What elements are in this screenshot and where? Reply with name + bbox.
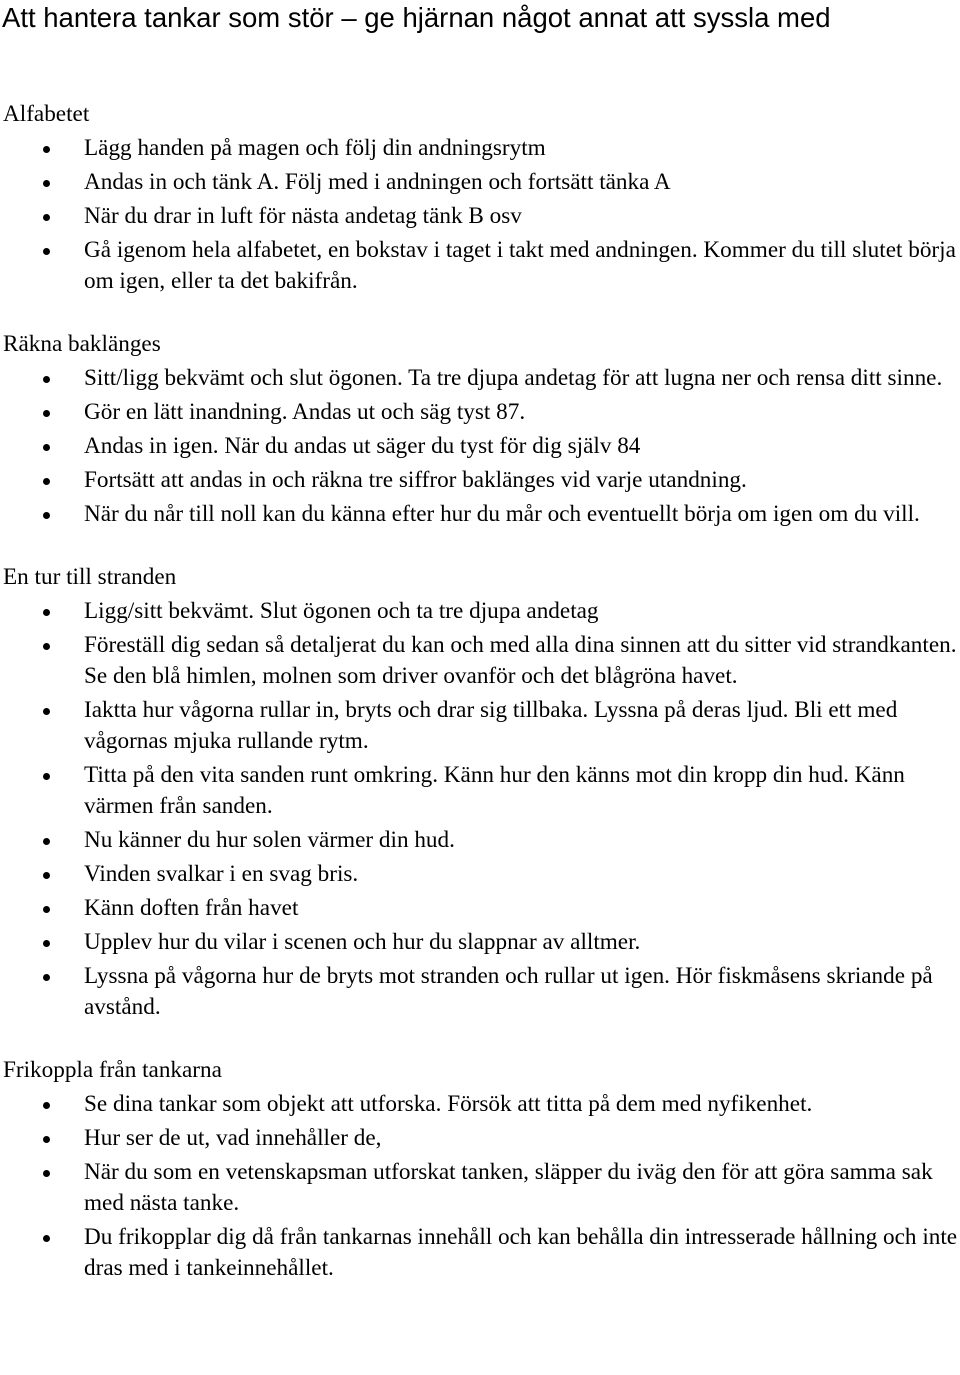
list-item (0, 499, 960, 530)
list-item (0, 465, 960, 496)
list-item-text: Sitt/ligg bekvämt och slut ögonen. Ta tre djupa andetag för att lugna ner och rensa ditt sinne. (84, 365, 943, 391)
list-item (0, 133, 960, 164)
list-item (0, 1123, 960, 1154)
list-item-text: Lägg handen på magen och följ din andningsrytm (84, 135, 546, 161)
list-item (0, 859, 960, 890)
section-heading: En tur till stranden (3, 564, 177, 590)
page-title: Att hantera tankar som stör – ge hjärnan något annat att syssla med (2, 2, 831, 33)
list-item (0, 431, 960, 462)
list-item-text: Känn doften från havet (84, 895, 299, 921)
list-item (0, 1157, 960, 1219)
bullet-list (0, 596, 960, 1023)
list-item (0, 760, 960, 822)
list-item-text: Lyssna på vågorna hur de bryts mot stranden och rullar ut igen. Hör fiskmåsens skriande på avstånd. (84, 963, 933, 1020)
bullet-list (0, 1089, 960, 1284)
section-rakna-baklanges (0, 328, 960, 530)
list-item (0, 825, 960, 856)
list-item-text: Hur ser de ut, vad innehåller de, (84, 1125, 382, 1151)
list-item-text: När du drar in luft för nästa andetag tänk B osv (84, 203, 522, 229)
list-item-text: Iaktta hur vågorna rullar in, bryts och drar sig tillbaka. Lyssna på deras ljud. Bli ett med vågornas mjuka rullande rytm. (84, 697, 898, 754)
list-item (0, 1222, 960, 1284)
list-item-text: När du når till noll kan du känna efter hur du mår och eventuellt börja om igen om du vill. (84, 501, 920, 527)
list-item-text: Föreställ dig sedan så detaljerat du kan och med alla dina sinnen att du sitter vid strandkanten. Se den blå himlen, molnen som driver ovanför och det blågröna havet. (84, 632, 957, 689)
list-item (0, 695, 960, 757)
list-item (0, 201, 960, 232)
sections-container (0, 98, 960, 1315)
section-heading: Frikoppla från tankarna (3, 1057, 222, 1083)
list-item-text: Titta på den vita sanden runt omkring. Känn hur den känns mot din kropp din hud. Känn värmen från sanden. (84, 762, 905, 819)
list-item-text: Gå igenom hela alfabetet, en bokstav i taget i takt med andningen. Kommer du till slutet börja om igen, eller ta det bakifrån. (84, 237, 956, 294)
list-item (0, 167, 960, 198)
section-heading: Alfabetet (3, 101, 90, 127)
list-item-text: Se dina tankar som objekt att utforska. Försök att titta på dem med nyfikenhet. (84, 1091, 813, 1117)
list-item (0, 961, 960, 1023)
section-en-tur-till-stranden (0, 561, 960, 1023)
section-heading: Räkna baklänges (3, 331, 161, 357)
list-item-text: Andas in igen. När du andas ut säger du tyst för dig själv 84 (84, 433, 641, 459)
list-item-text: Du frikopplar dig då från tankarnas innehåll och kan behålla din intresserade hållning och inte dras med i tankeinnehållet. (84, 1224, 958, 1281)
bullet-list (0, 133, 960, 297)
list-item (0, 1089, 960, 1120)
bullet-list (0, 363, 960, 530)
list-item (0, 235, 960, 297)
list-item (0, 927, 960, 958)
list-item-text: Gör en lätt inandning. Andas ut och säg tyst 87. (84, 399, 526, 425)
section-alfabetet (0, 98, 960, 297)
list-item (0, 630, 960, 692)
list-item-text: Ligg/sitt bekvämt. Slut ögonen och ta tre djupa andetag (84, 598, 599, 624)
list-item-text: Andas in och tänk A. Följ med i andningen och fortsätt tänka A (84, 169, 671, 195)
list-item-text: När du som en vetenskapsman utforskat tanken, släpper du iväg den för att göra samma sak med nästa tanke. (84, 1159, 933, 1216)
list-item-text: Fortsätt att andas in och räkna tre siffror baklänges vid varje utandning. (84, 467, 747, 493)
list-item (0, 363, 960, 394)
list-item-text: Vinden svalkar i en svag bris. (84, 861, 359, 887)
section-frikoppla-fran-tankarna (0, 1054, 960, 1284)
list-item (0, 596, 960, 627)
list-item-text: Upplev hur du vilar i scenen och hur du slappnar av alltmer. (84, 929, 641, 955)
list-item (0, 397, 960, 428)
list-item-text: Nu känner du hur solen värmer din hud. (84, 827, 455, 853)
list-item (0, 893, 960, 924)
